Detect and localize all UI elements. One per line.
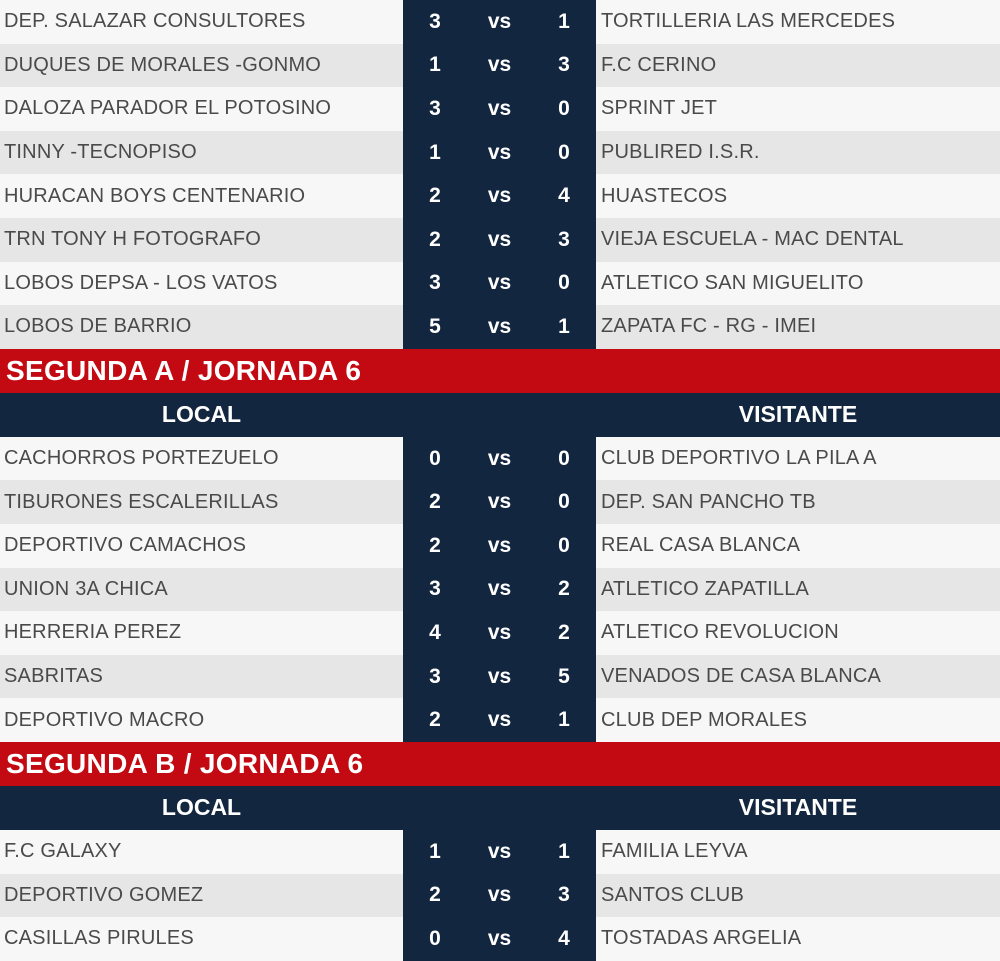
visitor-team-name: FAMILIA LEYVA [601,840,748,863]
score-block [403,698,596,742]
local-score: 3 [429,9,441,33]
visitor-team-name: ATLETICO SAN MIGUELITO [601,271,864,294]
section-title: SEGUNDA B / JORNADA 6 [0,742,1000,786]
local-score: 2 [429,533,441,557]
match-row [0,874,1000,918]
vs-label: vs [487,96,512,120]
vs-label: vs [487,140,512,164]
section-title: SEGUNDA A / JORNADA 6 [0,349,1000,393]
local-score: 1 [429,839,441,863]
match-row [0,131,1000,175]
vs-label: vs [487,577,512,601]
vs-label: vs [487,314,512,338]
local-score: 1 [429,53,441,77]
match-row [0,305,1000,349]
local-score: 2 [429,883,441,907]
league-section [0,349,1000,742]
local-team-name: DEPORTIVO MACRO [4,708,205,731]
score-block [403,262,596,306]
score-block [403,437,596,481]
visitor-team-name: DEP. SAN PANCHO TB [601,490,816,513]
visitor-score: 0 [558,271,570,295]
visitor-score: 4 [558,184,570,208]
match-row [0,437,1000,481]
visitor-team-name: ATLETICO ZAPATILLA [601,577,810,600]
visitor-team-name: PUBLIRED I.S.R. [601,141,760,164]
local-team-name: F.C GALAXY [4,840,122,863]
visitor-team-name: TOSTADAS ARGELIA [601,927,802,950]
score-block [403,611,596,655]
score-block [403,480,596,524]
vs-label: vs [487,446,512,470]
local-team-name: UNION 3A CHICA [4,577,168,600]
vs-label: vs [487,533,512,557]
match-row [0,218,1000,262]
visitor-score: 4 [558,926,570,950]
local-score: 0 [429,446,441,470]
vs-label: vs [487,708,512,732]
vs-label: vs [487,53,512,77]
match-row [0,655,1000,699]
visitor-score: 3 [558,227,570,251]
local-score: 2 [429,184,441,208]
visitor-team-name: REAL CASA BLANCA [601,534,801,557]
league-section [0,742,1000,961]
match-row [0,174,1000,218]
local-score: 2 [429,227,441,251]
local-score: 3 [429,577,441,601]
visitor-score: 0 [558,140,570,164]
score-block [403,44,596,88]
visitor-team-name: CLUB DEP MORALES [601,708,808,731]
visitor-team-name: ZAPATA FC - RG - IMEI [601,315,817,338]
visitor-team-name: ATLETICO REVOLUCION [601,621,839,644]
vs-label: vs [487,883,512,907]
local-team-name: SABRITAS [4,665,104,688]
local-team-name: LOBOS DE BARRIO [4,315,192,338]
match-row [0,44,1000,88]
match-row [0,524,1000,568]
visitor-score: 1 [558,839,570,863]
local-team-name: LOBOS DEPSA - LOS VATOS [4,271,278,294]
visitor-column-label: VISITANTE [738,794,858,821]
local-team-name: DALOZA PARADOR EL POTOSINO [4,97,332,120]
vs-label: vs [487,227,512,251]
local-team-name: HERRERIA PEREZ [4,621,182,644]
local-score: 2 [429,708,441,732]
local-column-label: LOCAL [161,794,242,821]
visitor-score: 2 [558,620,570,644]
visitor-team-name: HUASTECOS [601,184,728,207]
column-header [0,393,1000,437]
score-block [403,305,596,349]
score-block [403,874,596,918]
match-row [0,262,1000,306]
local-score: 4 [429,620,441,644]
score-block [403,0,596,44]
match-row [0,611,1000,655]
local-score: 5 [429,314,441,338]
match-row [0,698,1000,742]
score-block [403,174,596,218]
local-team-name: CASILLAS PIRULES [4,927,194,950]
match-row [0,480,1000,524]
score-block [403,87,596,131]
column-header [0,786,1000,830]
score-block [403,131,596,175]
local-team-name: TIBURONES ESCALERILLAS [4,490,279,513]
score-block [403,655,596,699]
visitor-score: 3 [558,883,570,907]
visitor-score: 2 [558,577,570,601]
visitor-score: 1 [558,9,570,33]
visitor-team-name: SANTOS CLUB [601,883,744,906]
vs-label: vs [487,271,512,295]
match-row [0,830,1000,874]
vs-label: vs [487,664,512,688]
visitor-score: 0 [558,533,570,557]
local-team-name: TINNY -TECNOPISO [4,141,197,164]
local-team-name: HURACAN BOYS CENTENARIO [4,184,306,207]
local-team-name: DUQUES DE MORALES -GONMO [4,53,322,76]
visitor-team-name: CLUB DEPORTIVO LA PILA A [601,447,877,470]
vs-label: vs [487,839,512,863]
vs-label: vs [487,9,512,33]
match-row [0,87,1000,131]
visitor-team-name: TORTILLERIA LAS MERCEDES [601,10,896,33]
visitor-score: 1 [558,314,570,338]
local-team-name: DEP. SALAZAR CONSULTORES [4,10,306,33]
vs-label: vs [487,620,512,644]
visitor-column-label: VISITANTE [738,401,858,428]
score-block [403,568,596,612]
visitor-score: 0 [558,96,570,120]
score-block [403,917,596,961]
visitor-score: 3 [558,53,570,77]
local-score: 0 [429,926,441,950]
match-row [0,568,1000,612]
vs-label: vs [487,490,512,514]
league-section [0,0,1000,349]
local-column-label: LOCAL [161,401,242,428]
visitor-score: 0 [558,490,570,514]
local-score: 2 [429,490,441,514]
match-row [0,0,1000,44]
local-team-name: CACHORROS PORTEZUELO [4,447,279,470]
vs-label: vs [487,184,512,208]
visitor-team-name: F.C CERINO [601,53,717,76]
score-block [403,830,596,874]
visitor-team-name: VENADOS DE CASA BLANCA [601,665,882,688]
score-block [403,524,596,568]
local-team-name: TRN TONY H FOTOGRAFO [4,228,261,251]
local-score: 1 [429,140,441,164]
visitor-score: 1 [558,708,570,732]
visitor-team-name: VIEJA ESCUELA - MAC DENTAL [601,228,904,251]
local-team-name: DEPORTIVO GOMEZ [4,883,204,906]
vs-label: vs [487,926,512,950]
local-score: 3 [429,96,441,120]
match-row [0,917,1000,961]
local-score: 3 [429,271,441,295]
local-score: 3 [429,664,441,688]
local-team-name: DEPORTIVO CAMACHOS [4,534,247,557]
score-block [403,218,596,262]
visitor-score: 5 [558,664,570,688]
visitor-team-name: SPRINT JET [601,97,718,120]
visitor-score: 0 [558,446,570,470]
